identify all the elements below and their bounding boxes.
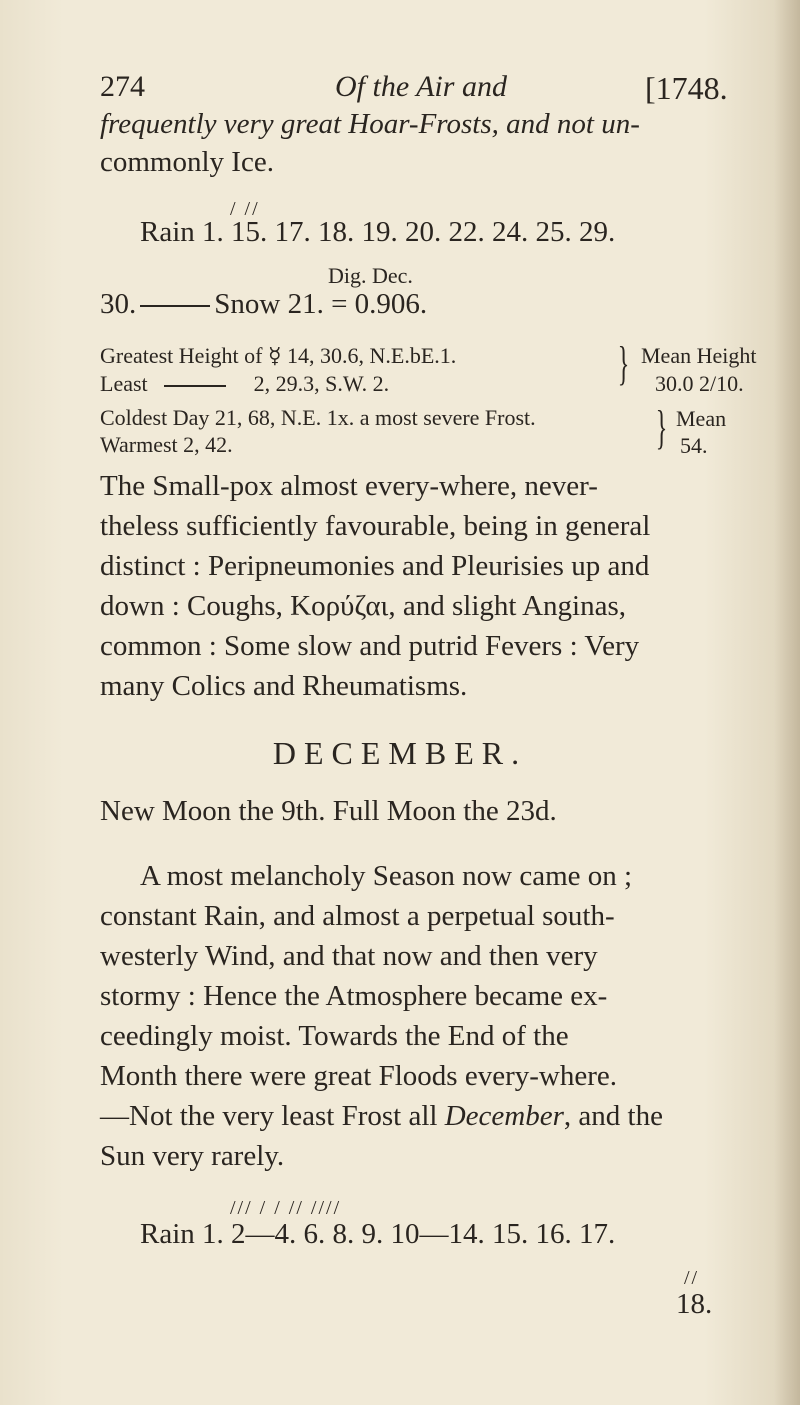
december-line-2: constant Rain, and almost a perpetual south-: [100, 900, 615, 932]
smallpox-line-2: theless sufficiently favourable, being in general: [100, 510, 651, 542]
smallpox-line-6: many Colics and Rheumatisms.: [100, 670, 468, 702]
coldest-day: Coldest Day 21, 68, N.E. 1x. a most severe Frost.: [100, 405, 536, 430]
height-brace: }: [617, 337, 630, 390]
greatest-height: Greatest Height of ☿ 14, 30.6, N.E.bE.1.: [100, 343, 457, 368]
dig-dec-label: Dig. Dec.: [328, 263, 413, 288]
smallpox-line-4: down : Coughs, Κορύζαι, and slight Anginas,: [100, 590, 626, 622]
least-height: Least 2, 29.3, S.W. 2.: [100, 371, 390, 396]
warmest-day: Warmest 2, 42.: [100, 432, 233, 457]
december-line-7: —Not the very least Frost all December, and the: [100, 1100, 663, 1132]
page-spine-shadow: [774, 0, 800, 1405]
december-line-6: Month there were great Floods every-where.: [100, 1060, 617, 1092]
running-title: Of the Air and: [335, 70, 507, 103]
rain-dec-18: 18.: [676, 1288, 713, 1320]
december-line-3: westerly Wind, and that now and then very: [100, 940, 598, 972]
mean-label: Mean: [676, 406, 727, 431]
running-year: [1748.: [645, 70, 728, 106]
mean-height-value: 30.0 2/10.: [655, 371, 744, 396]
rain-dec-mark-18: //: [684, 1267, 700, 1289]
december-line-1: A most melancholy Season now came on ;: [140, 860, 633, 892]
smallpox-line-1: The Small-pox almost every-where, never-: [100, 470, 598, 502]
smallpox-line-3: distinct : Peripneumonies and Pleurisies up and: [100, 550, 650, 582]
mean-value: 54.: [680, 433, 708, 458]
december-line-8: Sun very rarely.: [100, 1140, 285, 1172]
rain-nov-line-2: 30. Snow 21. = 0.906.: [100, 288, 428, 320]
rain-dec-line: Rain 1. 2—4. 6. 8. 9. 10—14. 15. 16. 17.: [140, 1218, 616, 1250]
december-line-5: ceedingly moist. Towards the End of the: [100, 1020, 569, 1052]
december-heading: DECEMBER.: [272, 735, 528, 771]
smallpox-line-5: common : Some slow and putrid Fevers : Very: [100, 630, 640, 662]
december-line-4: stormy : Hence the Atmosphere became ex-: [100, 980, 608, 1012]
rain-nov-marks: / //: [230, 198, 260, 220]
rain-dec-marks: /// / / // ////: [230, 1197, 342, 1219]
moon-phases: New Moon the 9th. Full Moon the 23d.: [100, 795, 557, 827]
mean-height-label: Mean Height: [641, 343, 757, 368]
page-number: 274: [100, 70, 145, 103]
rain-nov-line: Rain 1. 15. 17. 18. 19. 20. 22. 24. 25. 29.: [140, 216, 616, 248]
opening-line-1: frequently very great Hoar-Frosts, and not un-: [100, 108, 640, 140]
opening-line-2: commonly Ice.: [100, 146, 274, 178]
temperature-brace: }: [655, 401, 668, 454]
